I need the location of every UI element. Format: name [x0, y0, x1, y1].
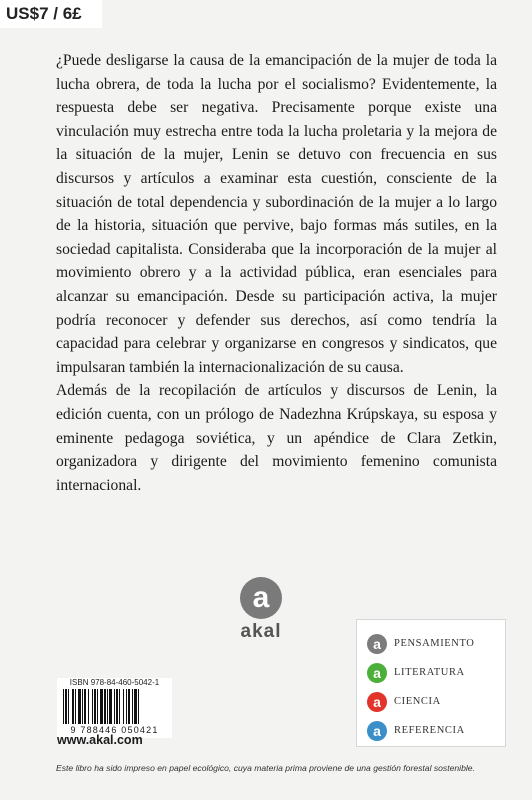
back-cover-blurb	[56, 49, 497, 497]
blurb-paragraph: Además de la recopilación de artículos y discursos de Lenin, la edición cuenta, con un prólogo de Nadezhna Krúpskaya, su esposa y eminente pedagoga soviética, y un apéndice de Clara Zetkin, organizadora y dirigente del movimiento femenino comunista internacional.	[56, 382, 497, 494]
collection-item	[367, 658, 505, 687]
collection-item	[367, 687, 505, 716]
barcode-digits: 9 788446 050421	[70, 725, 159, 735]
collection-label: REFERENCIA	[394, 725, 465, 736]
collection-label: LITERATURA	[394, 667, 465, 678]
publisher-logo	[231, 577, 291, 643]
collection-badge-icon: a	[367, 692, 387, 712]
isbn-label: ISBN 978-84-460-5042-1	[69, 678, 160, 687]
barcode	[57, 678, 172, 738]
collection-badge-icon: a	[367, 663, 387, 683]
collection-label: PENSAMIENTO	[394, 638, 475, 649]
barcode-bars-icon	[63, 689, 166, 724]
collections-legend	[356, 619, 506, 747]
publisher-name: akal	[240, 621, 282, 642]
blurb-paragraph: ¿Puede desligarse la causa de la emancipación de la mujer de toda la lucha obrera, de toda la lucha por el socialismo? Evidentemente, la respuesta debe ser negativa. Precisamente porque existe una vinculación muy estrecha entre toda la lucha proletaria y la mejora de la situación de la mujer, Lenin se detuvo con frecuencia en sus discursos y artículos a examinar esta cuestión, consciente de la situación de total dependencia y subordinación de la mujer a lo largo de la historia, situación que pervive, bajo formas más sutiles, en la sociedad capitalista. Consideraba que la incorporación de la mujer al movimiento obrero y a la actividad pública, eran esenciales para alcanzar su emancipación. Desde su participación activa, la mujer podría reconocer y defender sus derechos, así como tendría la capacidad para celebrar y organizarse en congresos y sindicatos, que impulsaran también la internacionalización de su causa.	[56, 52, 497, 376]
collection-label: CIENCIA	[394, 696, 441, 707]
publisher-website: www.akal.com	[57, 733, 143, 747]
collection-badge-icon: a	[367, 634, 387, 654]
collection-badge-icon: a	[367, 721, 387, 741]
price-label: US$7 / 6£	[0, 0, 102, 28]
collection-item	[367, 716, 505, 745]
akal-logo-icon: a	[240, 577, 282, 619]
collection-item	[367, 629, 505, 658]
eco-paper-note: Este libro ha sido impreso en papel ecológico, cuya materia prima proviene de una gestión forestal sostenible.	[56, 763, 475, 773]
